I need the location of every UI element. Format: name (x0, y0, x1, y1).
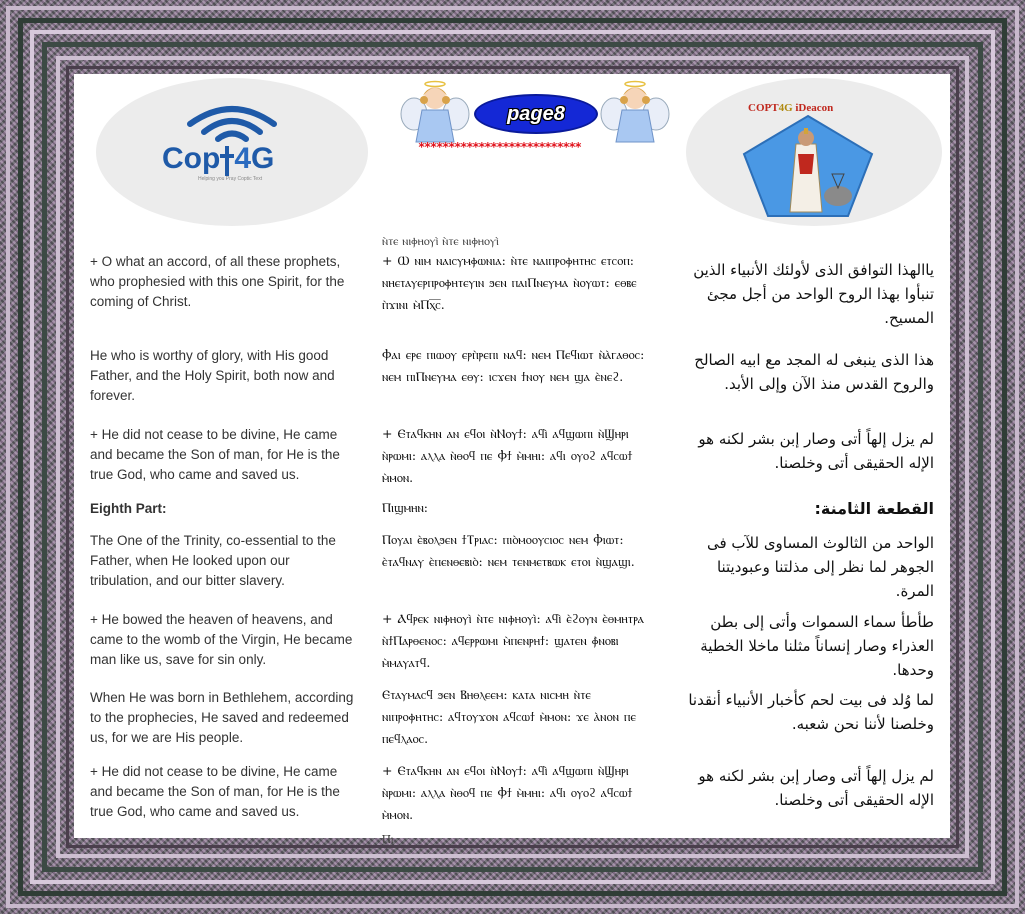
english-verse: He who is worthy of glory, with His good Father, and the Holy Spirit, both now and forever. (90, 348, 335, 403)
brand-name: Cop 4G (162, 142, 275, 175)
arabic-verse: ياالهذا التوافق الذى لأولئك الأنبياء الذين تنبأوا بهذا الروح الواحد من أجل مجئ المسيح. (693, 261, 934, 327)
arabic-verse: هذا الذى ينبغى له المجد مع ابيه الصالح والروح القدس منذ الآن وإلى الأبد. (694, 351, 934, 393)
angel-icon (600, 80, 670, 144)
coptic-verse: + Ⲉⲧⲁϥⲕⲏⲛ ⲁⲛ ⲉϥⲟⲓ ⲛ̀Ⲛⲟⲩϯ: ⲁϥⲓ̀ ⲁϥϣⲱⲡⲓ ⲛ̀Ϣⲏⲣⲓ ⲛ̀ⲣⲱⲙⲓ: ⲁⲗⲗⲁ ⲛ̀ⲑⲟϥ ⲡⲉ Ⲫϯ ⲙ̀ⲙⲏⲓ: ⲁϥⲓ ⲟⲩⲟϩ ⲁϥⲥⲱϯ ⲙ̀ⲙⲟⲛ. (382, 426, 633, 485)
truncated-line-bottom (382, 832, 394, 838)
angel-icon (400, 80, 470, 144)
coptic-verse: + Ⲉⲧⲁϥⲕⲏⲛ ⲁⲛ ⲉϥⲟⲓ ⲛ̀Ⲛⲟⲩϯ: ⲁϥⲓ̀ ⲁϥϣⲱⲡⲓ ⲛ̀Ϣⲏⲣⲓ ⲛ̀ⲣⲱⲙⲓ: ⲁⲗⲗⲁ ⲛ̀ⲑⲟϥ ⲡⲉ Ⲫϯ ⲙ̀ⲙⲏⲓ: ⲁϥⲓ ⲟⲩⲟϩ ⲁϥⲥⲱϯ ⲙ̀ⲙⲟⲛ. (382, 763, 633, 822)
arabic-verse: الواحد من الثالوث المساوى للآب فى الجوهر لما نظر إلى مذلتنا وعبوديتنا المرة. (706, 534, 934, 600)
brand-tagline: Helping you Pray Coptic Text (198, 176, 263, 182)
section-heading-arabic: القطعة الثامنة: (814, 499, 934, 518)
star-divider: *************************** (418, 140, 581, 154)
copt4g-logo[interactable] (96, 78, 368, 226)
section-heading-english: Eighth Part: (90, 501, 167, 516)
english-verse: + He bowed the heaven of heavens, and came to the womb of the Virgin, He became man like us, save for sin only. (90, 612, 353, 667)
coptic-verse: + Ⲁϥⲣⲉⲕ ⲛⲓⲫⲏⲟⲩⲓ̀ ⲛ̀ⲧⲉ ⲛⲓⲫⲏⲟⲩⲓ̀: ⲁϥⲓ̀ ⲉ̀ϩⲟⲩⲛ ⲉ̀ⲑⲙⲏⲧⲣⲁ ⲛ̀ϯⲠⲁⲣⲑⲉⲛⲟⲥ: ⲁϥⲉⲣⲣⲱⲙⲓ ⲙ̀ⲡⲉⲛⲣⲏϯ: ϣⲁⲧⲉⲛ ⲫ̀ⲛⲟⲃⲓ ⲙ̀ⲙⲁⲩⲁⲧϥ. (382, 611, 644, 670)
coptic-verse: Ⲡⲟⲩⲁⲓ ⲉ̀ⲃⲟⲗϧⲉⲛ ϯⲦⲣⲓⲁⲥ: ⲡⲓⲟ̀ⲙⲟⲟⲩⲥⲓⲟⲥ ⲛⲉⲙ Ⲫⲓⲱⲧ: ⲉ̀ⲧⲁϥⲛⲁⲩ ⲉ̀ⲡⲉⲛⲑⲉⲃⲓⲟ̀: ⲛⲉⲙ ⲧⲉⲛⲙⲉⲧⲃⲱⲕ ⲉⲧⲟⲓ ⲛ̀ϣⲁϣⲓ. (382, 532, 635, 569)
idcon-logo[interactable] (686, 78, 942, 226)
english-verse: + He did not cease to be divine, He came and became the Son of man, for He is the true God, who came and saved us. (90, 764, 340, 819)
coptic-verse: + Ⲱ ⲛⲓⲙ ⲛⲁⲓⲥⲩⲙⲫⲱⲛⲓⲁ: ⲛ̀ⲧⲉ ⲛⲁⲓⲡⲣⲟⲫⲏⲧⲏⲥ ⲉⲧⲥⲟⲡ: ⲛⲏⲉⲧⲁⲩⲉⲣⲡⲣⲟⲫⲏⲧⲉⲩⲓⲛ ϧⲉⲛ ⲡⲁⲓⲠⲛⲉⲩⲙⲁ ⲛ̀ⲟⲩⲱⲧ: ⲉⲑⲃⲉ ⲡ̀ϫⲓⲛⲓ ⲙ̀Ⲡⲭ̅ⲥ̅. (382, 253, 637, 312)
english-verse: When He was born in Bethlehem, according to the prophecies, He saved and redeemed us, for we are His people. (90, 690, 354, 745)
arabic-verse: لم يزل إلهاً أتى وصار إبن بشر لكنه هو الإله الحقيقى أتى وخلصنا. (698, 767, 934, 809)
english-verse: The One of the Trinity, co-essential to the Father, when He looked upon our tribulation, and our bitter slavery. (90, 533, 336, 588)
idcon-title: COPT4G iDeacon (748, 102, 834, 114)
deacon-pentagon-icon (740, 114, 876, 218)
document-page (74, 74, 950, 838)
arabic-verse: لم يزل إلهاً أتى وصار إبن بشر لكنه هو الإله الحقيقى أتى وخلصنا. (698, 430, 934, 472)
arabic-verse: لما وُلد فى بيت لحم كأخبار الأنبياء أنقدنا وخلصنا لأننا نحن شعبه. (688, 691, 934, 733)
page-header-center (400, 78, 670, 158)
wifi-icon (184, 102, 280, 142)
english-verse: + He did not cease to be divine, He came and became the Son of man, for He is the true God, who came and saved us. (90, 427, 340, 482)
page-number-badge: page8 (474, 94, 598, 134)
coptic-verse: Ⲫⲁⲓ ⲉⲣⲉ ⲡⲓⲱⲟⲩ ⲉⲣⲡ̀ⲣⲉⲡⲓ ⲛⲁϥ: ⲛⲉⲙ Ⲡⲉϥⲓⲱⲧ ⲛ̀ⲁ̀ⲅⲁⲑⲟⲥ: ⲛⲉⲙ ⲡⲓⲠⲛⲉⲩⲙⲁ ⲉⲑⲩ: ⲓⲥϫⲉⲛ ϯⲛⲟⲩ ⲛⲉⲙ ϣⲁ ⲉ̀ⲛⲉϩ. (382, 347, 645, 384)
cross-icon (220, 146, 234, 176)
truncated-line-top: ⲛ̀ⲧⲉ ⲛⲓⲫⲏⲟⲩⲓ̀ ⲛ̀ⲧⲉ ⲛⲓⲫⲏⲟⲩⲓ̀ (382, 234, 499, 248)
english-verse: + O what an accord, of all these prophets, who prophesied with this one Spirit, for the coming of Christ. (90, 254, 345, 309)
arabic-verse: طأطأ سماء السموات وأتى إلى بطن العذراء وصار إنساناً مثلنا ماخلا الخطية وحدها. (700, 613, 934, 679)
section-heading-coptic: Ⲡⲓϣⲙⲏⲛ: (382, 500, 429, 515)
coptic-verse: Ⲉⲧⲁⲩⲙⲁⲥϥ ϧⲉⲛ Ⲃⲏⲑⲗⲉⲉⲙ: ⲕⲁⲧⲁ ⲛⲓⲥⲙⲏ ⲛ̀ⲧⲉ ⲛⲓⲡⲣⲟⲫⲏⲧⲏⲥ: ⲁϥⲧⲟⲩϫⲟⲛ ⲁϥⲥⲱϯ ⲙ̀ⲙⲟⲛ: ϫⲉ ⲁ̀ⲛⲟⲛ ⲡⲉ ⲡⲉϥⲗⲁⲟⲥ. (382, 687, 637, 746)
